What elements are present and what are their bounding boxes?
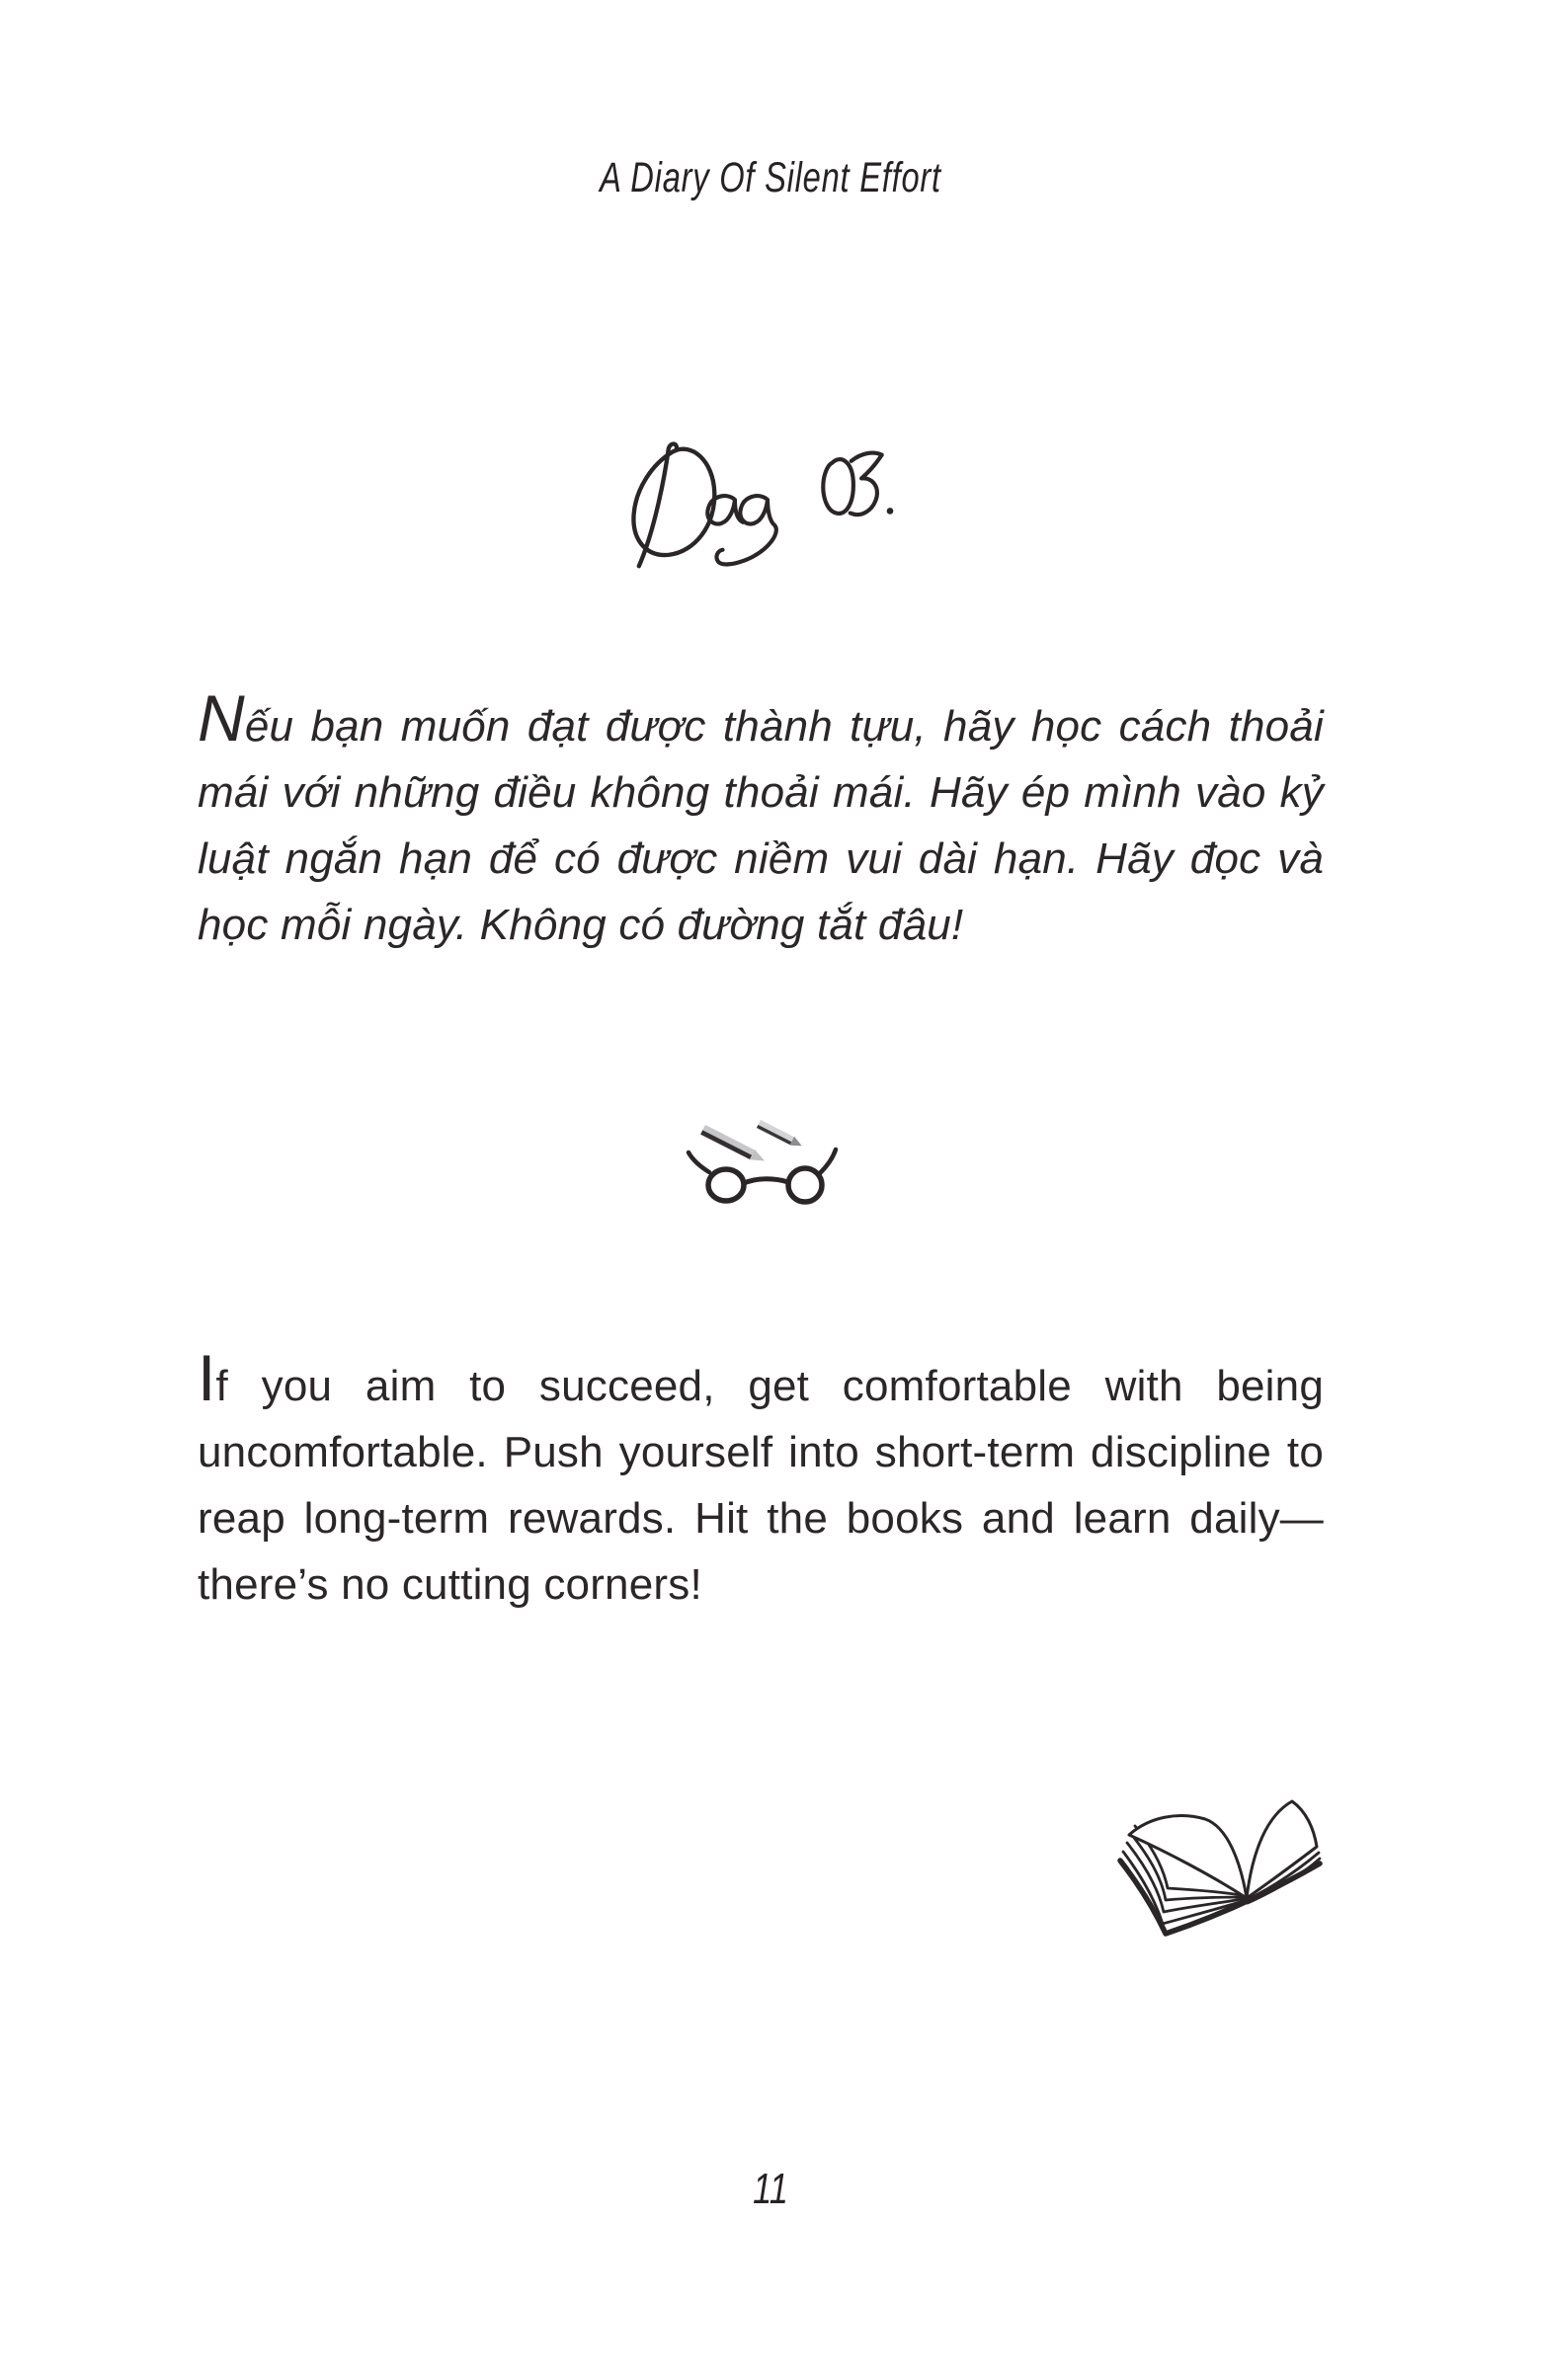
page-number: 11 xyxy=(753,2165,788,2213)
running-header: A Diary Of Silent Effort xyxy=(600,154,941,201)
english-paragraph-text: f you aim to succeed, get comfortable with being uncomfortable. Push yourself into short-term discipline to reap long-term rewards. Hit the books and learn daily—there’s no cutting corners! xyxy=(198,1362,1324,1609)
open-book-icon xyxy=(1104,1766,1332,1953)
english-initial-letter: I xyxy=(198,1341,216,1414)
pencils-and-glasses-drawing xyxy=(682,1089,889,1218)
day-title-drawing xyxy=(619,436,916,589)
pencils-and-glasses-icon xyxy=(682,1089,889,1218)
vietnamese-initial-letter: N xyxy=(198,681,245,754)
vietnamese-paragraph-text: ếu bạn muốn đạt được thành tựu, hãy học cách thoải mái với những điều không thoải mái. Hãy ép mình vào kỷ luật ngắn hạn để có được niềm vui dài hạn. Hãy đọc và học mỗi ngày. Không có đường tắt đâu! xyxy=(198,702,1324,949)
open-book-drawing xyxy=(1104,1766,1332,1953)
english-paragraph xyxy=(198,1341,1324,1618)
day-title-script xyxy=(619,436,916,589)
vietnamese-paragraph xyxy=(198,681,1324,958)
